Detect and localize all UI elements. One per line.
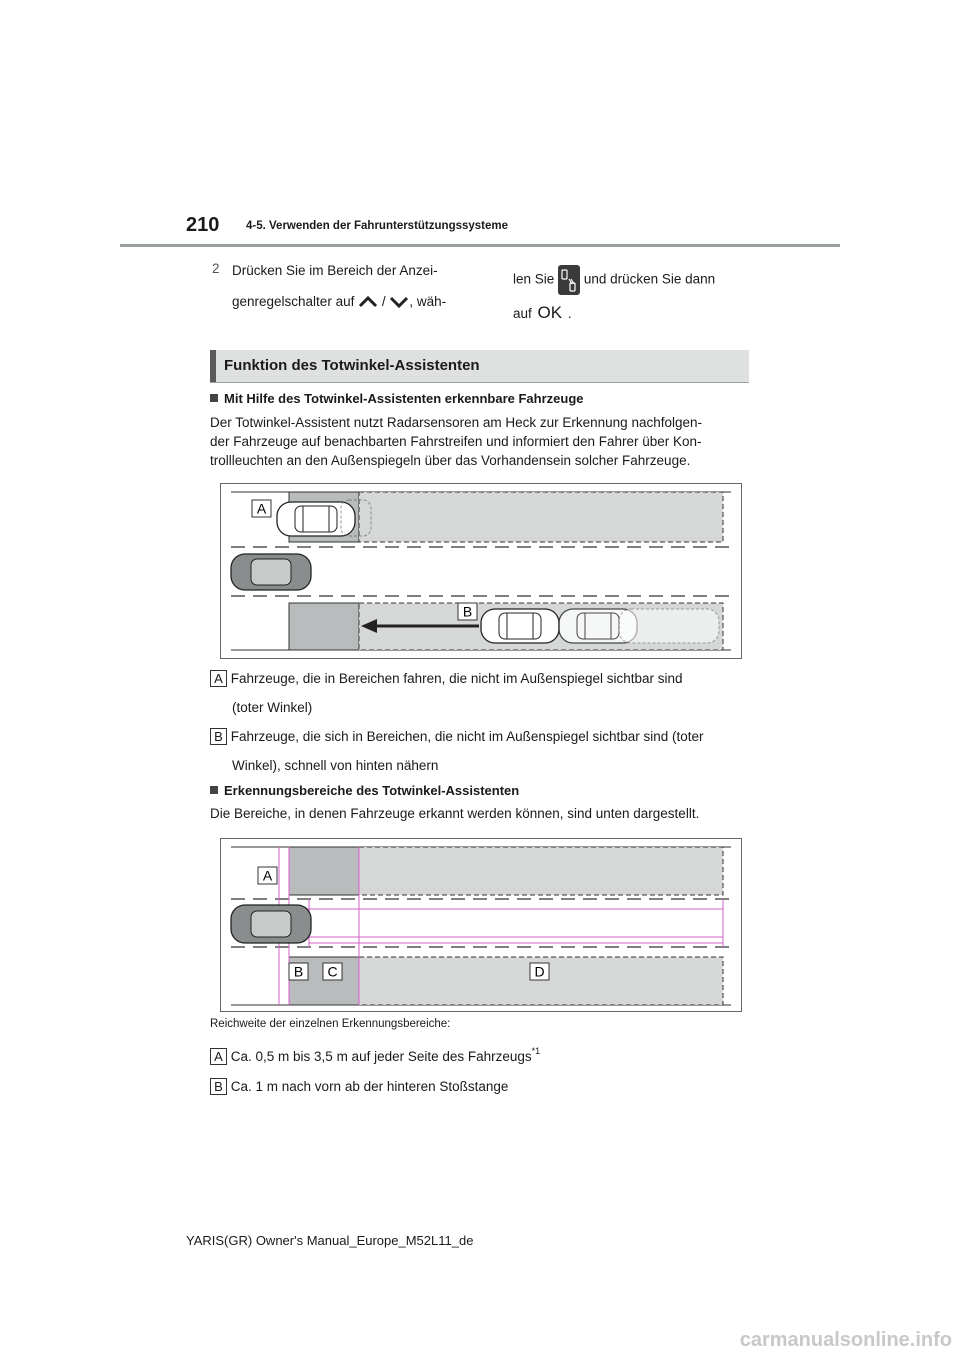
step-line-4-pre: auf: [513, 306, 532, 321]
banner-bar: [210, 350, 216, 382]
step-line-4: [513, 303, 572, 323]
legend-a: [210, 669, 683, 688]
footer-text: YARIS(GR) Owner's Manual_Europe_M52L11_de: [186, 1233, 474, 1248]
subheading-1: [210, 391, 584, 406]
section-banner: [210, 350, 749, 383]
square-bullet-icon: [210, 394, 218, 402]
range-a: [210, 1042, 540, 1066]
fig2-label-b: B: [293, 963, 304, 980]
legend-a-line1: Fahrzeuge, die in Bereichen fahren, die nicht im Außenspiegel sichtbar sind: [230, 671, 683, 686]
subheading-2: [210, 783, 519, 798]
square-bullet-icon: [210, 786, 218, 794]
legend-b-line1: Fahrzeuge, die sich in Bereichen, die nicht im Außenspiegel sichtbar sind (toter: [230, 729, 704, 744]
fig1-label-b: B: [462, 603, 473, 620]
header-rule: [120, 244, 840, 247]
range-b-text: Ca. 1 m nach vorn ab der hinteren Stoßstange: [230, 1079, 509, 1094]
figure-detection-areas: [220, 838, 742, 1012]
chevron-down-icon: [389, 296, 409, 308]
section-title: 4-5. Verwenden der Fahrunterstützungssysteme: [246, 220, 509, 232]
range-b-box: B: [210, 1078, 227, 1095]
range-a-box: A: [210, 1048, 227, 1065]
figure-2-drawing: [221, 839, 741, 1011]
paragraph-1-line: trollleuchten an den Außenspiegeln über das Vorhandensein solcher Fahrzeuge.: [210, 453, 691, 468]
step-line-1: Drücken Sie im Bereich der Anzei-: [232, 263, 438, 278]
step-line-4-post: .: [567, 306, 572, 321]
step-line-2: [232, 292, 446, 311]
chevron-up-icon: [358, 296, 378, 308]
bsm-settings-icon: [558, 265, 580, 295]
range-a-footnote: *1: [531, 1046, 541, 1056]
figure-blind-spot-vehicles: [220, 483, 742, 659]
subheading-1-text: Mit Hilfe des Totwinkel-Assistenten erkennbare Fahrzeuge: [224, 391, 584, 406]
legend-b-line2: Winkel), schnell von hinten nähern: [232, 758, 439, 773]
ranges-caption: Reichweite der einzelnen Erkennungsbereiche:: [210, 1018, 451, 1030]
fig1-label-a: A: [256, 500, 267, 517]
step-line-3-pre: len Sie: [513, 271, 555, 287]
legend-a-line2: (toter Winkel): [232, 700, 313, 715]
banner-title: Funktion des Totwinkel-Assistenten: [224, 357, 480, 374]
step-line-2-pre: genregelschalter auf: [232, 294, 355, 309]
step-line-2-sep: /: [381, 294, 386, 309]
page-number: 210: [186, 214, 220, 236]
subheading-2-text: Erkennungsbereiche des Totwinkel-Assistenten: [224, 783, 520, 798]
figure-1-drawing: [221, 484, 741, 658]
watermark: carmanualsonline.info: [739, 1329, 952, 1351]
fig2-label-a: A: [262, 867, 273, 884]
fig2-label-c: C: [327, 963, 338, 980]
paragraph-1: [210, 413, 702, 470]
paragraph-2: Die Bereiche, in denen Fahrzeuge erkannt werden können, sind unten dargestellt.: [210, 806, 700, 821]
paragraph-1-line: Der Totwinkel-Assistent nutzt Radarsensoren am Heck zur Erkennung nachfolgen-: [210, 415, 702, 430]
step-line-3-post: und drücken Sie dann: [583, 271, 716, 287]
legend-b-box: B: [210, 728, 227, 745]
legend-b: [210, 727, 704, 746]
legend-a-box: A: [210, 670, 227, 687]
step-line-2-post: , wäh-: [409, 294, 447, 309]
range-b: [210, 1077, 508, 1096]
paragraph-1-line: der Fahrzeuge auf benachbarten Fahrstreifen und informiert den Fahrer über Kon-: [210, 434, 702, 449]
ok-glyph: OK: [537, 303, 563, 322]
step-line-3: [513, 265, 715, 295]
step-number: 2: [212, 261, 220, 276]
range-a-text: Ca. 0,5 m bis 3,5 m auf jeder Seite des Fahrzeugs: [230, 1049, 532, 1064]
fig2-label-d: D: [534, 963, 545, 980]
